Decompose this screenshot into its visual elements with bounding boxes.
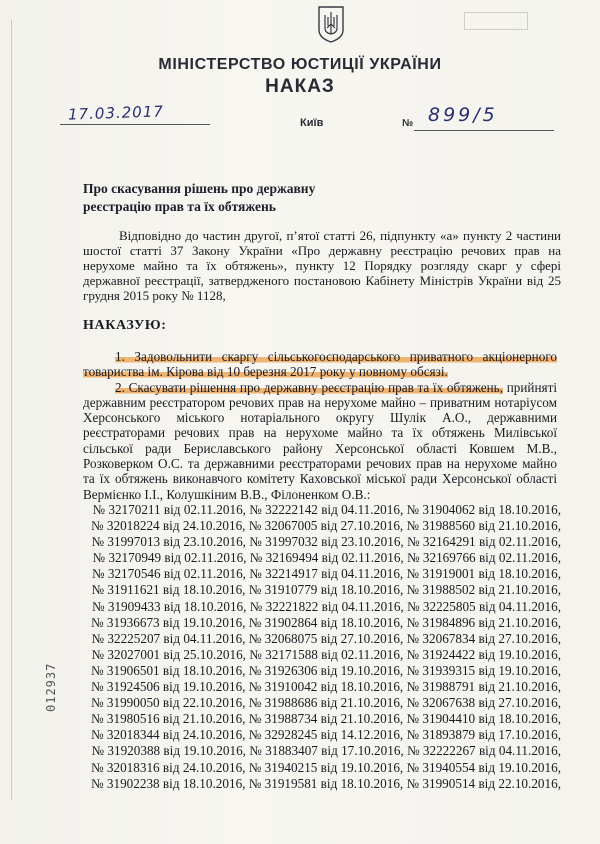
city-label: Київ	[300, 117, 324, 129]
preamble-paragraph: Відповідно до частин другої, п’ятої статті 26, підпункту «а» пункту 2 частини шостої статті 37 Закону України «Про державну реєстрацію речових прав на нерухоме майно та їх обтяжень», пункту 12 Порядку розгляду скарг у сфері державної реєстрації, затвердженого постановою Кабінету Міністрів України від 25 грудня 2015 року № 1128,	[83, 228, 561, 303]
registration-line: № 32225207 від 04.11.2016, № 32068075 від 27.10.2016, № 32067834 від 27.10.2016,	[91, 630, 561, 646]
date-underline	[60, 124, 210, 125]
registration-line: № 31980516 від 21.10.2016, № 31988734 від 21.10.2016, № 31904410 від 18.10.2016,	[91, 711, 561, 727]
item-1	[83, 349, 557, 380]
punch-margin-line	[11, 20, 12, 800]
order-heading: НАКАЗУЮ:	[83, 318, 167, 333]
document-type-title: НАКАЗ	[265, 76, 335, 97]
registration-line: № 31997013 від 23.10.2016, № 31997032 від 23.10.2016, № 32164291 від 02.11.2016,	[91, 534, 561, 550]
item-2-text: прийняті державним реєстратором речових прав на нерухоме майно – приватним нотаріусом Херсонського міського нотаріального округу Шулік А.О., державними реєстраторами речових прав на нерухоме майно та їх обтяжень Милівської сільської ради Бериславського району Херсонської області Ковшем М.В., Розковерком О.С. та державними реєстраторами речових прав на нерухоме майно та їх обтяжень виконавчого комітету Каховської міської ради Херсонської області Вермієнко І.І., Колушкіним В.В., Філоненком О.В.:	[83, 379, 558, 502]
registration-line: № 31920388 від 19.10.2016, № 31883407 від 17.10.2016, № 32222267 від 04.11.2016,	[91, 743, 561, 759]
registration-line: № 31936673 від 19.10.2016, № 31902864 від 18.10.2016, № 31984896 від 21.10.2016,	[91, 614, 561, 630]
registration-line: № 31911621 від 18.10.2016, № 31910779 від 18.10.2016, № 31988502 від 21.10.2016,	[91, 582, 561, 598]
ministry-title: МІНІСТЕРСТВО ЮСТИЦІЇ УКРАЇНИ	[158, 56, 442, 73]
item-1-highlighted-text: 1. Задовольнити скаргу сільськогосподарського приватного акціонерного товариства ім. Кірова від 10 березня 2017 року у повному обсязі.	[83, 349, 557, 380]
registration-line: № 32170211 від 02.11.2016, № 32222142 від 04.11.2016, № 31904062 від 18.10.2016,	[92, 502, 561, 517]
order-items	[83, 349, 557, 502]
registration-stamp-box	[464, 12, 528, 30]
registration-line: № 32170949 від 02.11.2016, № 32169494 від 02.11.2016, № 32169766 від 02.11.2016,	[92, 550, 561, 566]
order-subject: Про скасування рішень про державну реєстрацію прав та їх обтяжень	[83, 181, 316, 214]
number-underline	[414, 130, 554, 131]
registration-line: № 31990050 від 22.10.2016, № 31988686 від 21.10.2016, № 32067638 від 27.10.2016,	[91, 695, 561, 711]
coat-of-arms-icon	[316, 4, 346, 44]
registration-line: № 32018344 від 24.10.2016, № 32928245 від 14.12.2016, № 31893879 від 17.10.2016,	[91, 727, 561, 743]
number-sign: №	[402, 118, 414, 129]
registration-line: № 32018224 від 24.10.2016, № 32067005 від 27.10.2016, № 31988560 від 21.10.2016,	[91, 518, 561, 534]
registration-line: № 31924506 від 19.10.2016, № 31910042 від 18.10.2016, № 31988791 від 21.10.2016,	[91, 679, 561, 695]
handwritten-order-number: 899/5	[428, 104, 498, 126]
registration-line: № 31906501 від 18.10.2016, № 31926306 від 19.10.2016, № 31939315 від 19.10.2016,	[91, 662, 561, 678]
item-2	[83, 380, 557, 502]
registration-list	[83, 502, 561, 792]
registration-line: № 31902238 від 18.10.2016, № 31919581 від 18.10.2016, № 31990514 від 22.10.2016,	[91, 775, 561, 791]
registration-line: № 32170546 від 02.11.2016, № 32214917 від 04.11.2016, № 31919001 від 18.10.2016,	[91, 566, 561, 582]
registration-line: № 32027001 від 25.10.2016, № 32171588 від 02.11.2016, № 31924422 від 19.10.2016,	[91, 646, 561, 662]
side-serial-number: 012937	[44, 662, 58, 712]
registration-line: № 31909433 від 18.10.2016, № 32221822 від 04.11.2016, № 32225805 від 04.11.2016,	[91, 598, 561, 614]
item-2-highlighted-text: 2. Скасувати рішення про державну реєстрацію прав та їх обтяжень,	[115, 379, 503, 395]
handwritten-date: 17.03.2017	[67, 102, 165, 124]
registration-line: № 32018316 від 24.10.2016, № 31940215 від 19.10.2016, № 31940554 від 19.10.2016,	[91, 759, 561, 775]
